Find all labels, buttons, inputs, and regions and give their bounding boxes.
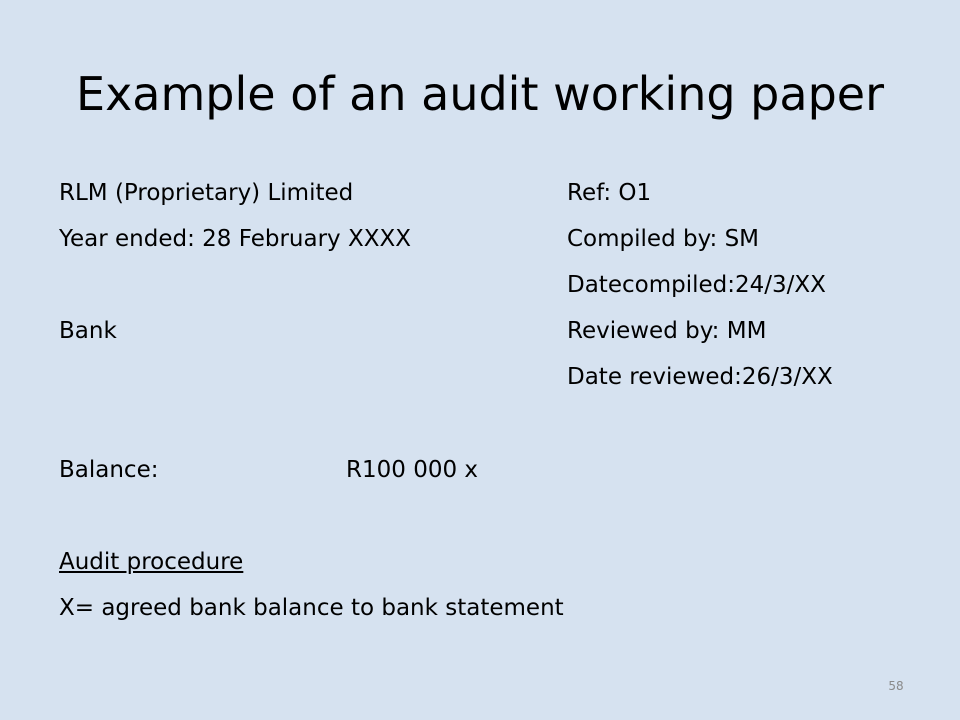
date-compiled: Datecompiled:24/3/XX [567, 272, 826, 298]
procedure-text: X= agreed bank balance to bank statement [59, 595, 564, 621]
slide-title: Example of an audit working paper [76, 67, 884, 121]
page-number: 58 [888, 679, 904, 693]
balance-label: Balance: [59, 457, 159, 483]
reviewed-by: Reviewed by: MM [567, 318, 767, 344]
balance-value: R100 000 x [346, 457, 479, 483]
reference: Ref: O1 [567, 180, 652, 206]
date-reviewed: Date reviewed:26/3/XX [567, 364, 833, 390]
compiled-by: Compiled by: SM [567, 226, 760, 252]
procedure-heading: Audit procedure [59, 549, 244, 575]
year-ended: Year ended: 28 February XXXX [59, 226, 411, 252]
company-name: RLM (Proprietary) Limited [59, 180, 354, 206]
account-name: Bank [59, 318, 117, 344]
